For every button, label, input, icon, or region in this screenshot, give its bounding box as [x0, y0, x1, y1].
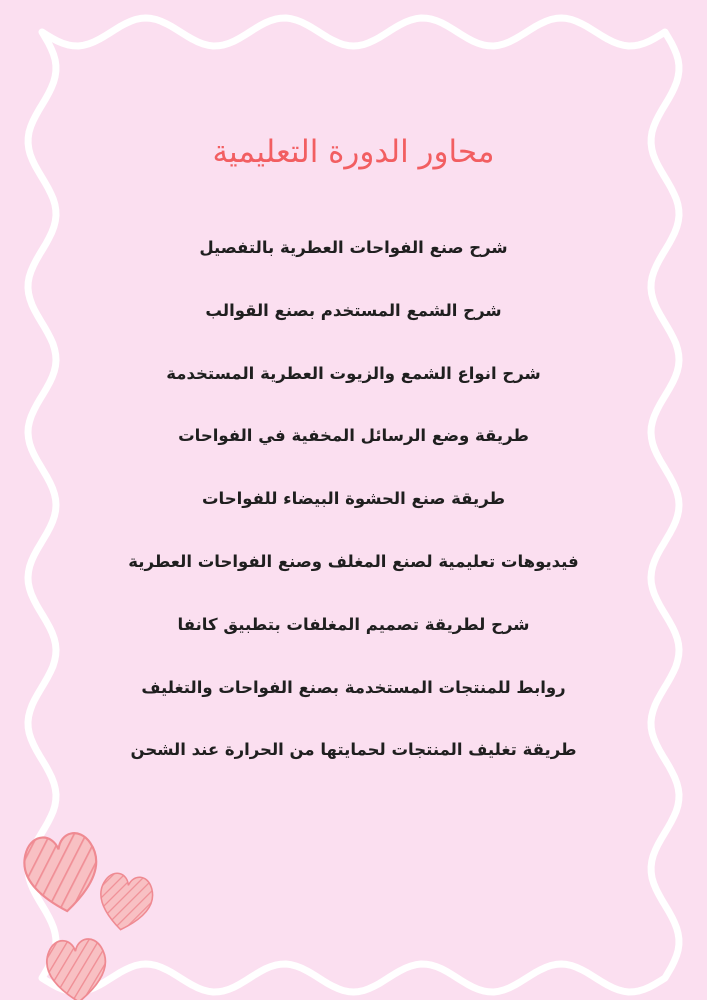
heart-icon — [95, 871, 156, 934]
heart-icon — [21, 830, 103, 916]
topic-item: روابط للمنتجات المستخدمة بصنع الفواحات والتغليف — [141, 677, 566, 697]
topic-item: طريقة صنع الحشوة البيضاء للفواحات — [201, 489, 506, 509]
topic-item: شرح انواع الشمع والزيوت العطرية المستخدمة — [166, 363, 541, 383]
topic-item: شرح لطريقة تصميم المغلفات بتطبيق كانفا — [177, 614, 530, 634]
topic-item: شرح الشمع المستخدم بصنع القوالب — [205, 300, 502, 320]
topic-item: طريقة وضع الرسائل المخفية في الفواحات — [178, 426, 529, 446]
topics-list — [60, 228, 647, 793]
topic-item: شرح صنع الفواحات العطرية بالتفصيل — [199, 238, 508, 257]
heart-icon — [45, 938, 108, 1000]
topic-item: فيديوهات تعليمية لصنع المغلف وصنع الفواحات العطرية — [128, 551, 579, 571]
page-title: محاور الدورة التعليمية — [212, 134, 495, 170]
topic-item: طريقة تغليف المنتجات لحمايتها من الحرارة عند الشحن — [130, 740, 577, 760]
hearts-decoration — [0, 780, 200, 1000]
